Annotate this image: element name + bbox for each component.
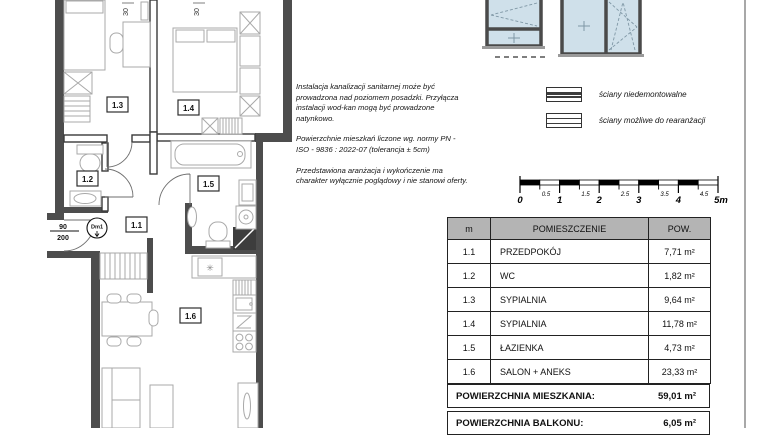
bathtub-icon <box>171 141 251 168</box>
total-value: 6,05 m² <box>663 417 696 429</box>
row-name: WC <box>491 264 649 288</box>
svg-text:1: 1 <box>556 195 563 206</box>
kitchen-sink-icon <box>233 295 256 313</box>
legend-label: ściany możliwe do rearanżacji <box>599 116 706 125</box>
window-diagrams <box>470 0 650 64</box>
scale-bar <box>513 172 735 208</box>
row-no: 1.5 <box>448 336 491 360</box>
header-room: POMIESZCZENIE <box>491 218 649 240</box>
kitchen-counter-icon <box>192 256 256 278</box>
coffee-table-icon <box>150 385 173 428</box>
dishwasher-icon: ✳ <box>206 263 214 273</box>
table-header-row <box>448 218 711 240</box>
room-label-1-4 <box>178 100 199 115</box>
svg-text:1.2: 1.2 <box>81 175 94 184</box>
toilet-icon <box>77 145 103 172</box>
wardrobe-icon <box>240 12 260 116</box>
note-sanitary: Instalacja kanalizacji sanitarnej może być prowadzona nad poziomem posadzki. Przyłącza instalacji wod-kan mogą być prowadzone natynkowo. <box>296 82 459 123</box>
movable-wall-icon <box>546 113 582 128</box>
sofa-icon <box>102 368 140 428</box>
svg-text:4: 4 <box>675 195 682 206</box>
svg-text:4.5: 4.5 <box>699 192 709 198</box>
row-name: SYPIALNIA <box>491 312 649 336</box>
table-row <box>448 360 711 384</box>
row-name: PRZEDPOKÓJ <box>491 240 649 264</box>
area-table <box>447 217 710 435</box>
room-label-1-5 <box>198 176 219 191</box>
row-no: 1.3 <box>448 288 491 312</box>
row-name: SALON + ANEKS <box>491 360 649 384</box>
row-area: 9,64 m² <box>649 288 711 312</box>
table-row <box>448 264 711 288</box>
total-apartment-area <box>447 384 710 408</box>
shelf-icon <box>141 2 148 20</box>
row-area: 7,71 m² <box>649 240 711 264</box>
svg-text:1.6: 1.6 <box>184 312 197 321</box>
room-label-1-2 <box>77 171 98 186</box>
fridge-icon <box>233 313 256 331</box>
chair-icon <box>110 33 123 53</box>
wardrobe-icon <box>64 72 92 94</box>
bedroom-1-4-furniture <box>173 12 260 134</box>
svg-text:5m: 5m <box>714 195 728 206</box>
header-area: POW. <box>649 218 711 240</box>
svg-text:2: 2 <box>596 195 602 206</box>
row-area: 1,82 m² <box>649 264 711 288</box>
room-label-1-6 <box>180 308 201 323</box>
hallway-furniture <box>100 253 147 279</box>
row-no: 1.2 <box>448 264 491 288</box>
legend-item-fixed-walls <box>546 87 705 102</box>
row-name: SYPIALNIA <box>491 288 649 312</box>
sink-icon <box>70 191 101 206</box>
svg-text:1.4: 1.4 <box>182 104 195 113</box>
stove-icon <box>233 331 256 352</box>
svg-text:200: 200 <box>57 235 69 242</box>
living-room-furniture <box>102 256 258 428</box>
svg-text:0.5: 0.5 <box>541 192 551 198</box>
row-no: 1.1 <box>448 240 491 264</box>
table-row <box>448 288 711 312</box>
window-sill-labels <box>122 3 205 16</box>
desk-icon <box>123 22 150 67</box>
svg-text:3.5: 3.5 <box>660 192 669 198</box>
tv-cabinet-icon <box>238 383 258 428</box>
toilet-icon <box>206 222 230 248</box>
dresser-icon <box>64 96 90 122</box>
table-row <box>448 336 711 360</box>
balcony-window-icon <box>558 0 644 57</box>
legend-label: ściany niedemontowalne <box>599 90 687 99</box>
svg-text:3: 3 <box>636 195 642 206</box>
svg-text:30: 30 <box>123 8 130 16</box>
page-border <box>744 0 746 428</box>
floor-plan <box>0 0 300 428</box>
notes-block <box>296 82 468 197</box>
entrance-door-label <box>50 218 107 242</box>
svg-text:1.5: 1.5 <box>202 180 215 189</box>
legend-item-movable-walls <box>546 113 705 128</box>
mirror-icon <box>188 207 197 227</box>
row-area: 4,73 m² <box>649 336 711 360</box>
header-no: m <box>448 218 491 240</box>
table-row <box>448 240 711 264</box>
room-label-1-3 <box>107 97 128 112</box>
row-name: ŁAZIENKA <box>491 336 649 360</box>
svg-text:Dm1: Dm1 <box>90 224 104 231</box>
row-area: 11,78 m² <box>649 312 711 336</box>
total-label: POWIERZCHNIA MIESZKANIA: <box>456 390 595 402</box>
total-label: POWIERZCHNIA BALKONU: <box>456 417 584 429</box>
room-label-1-1 <box>126 217 147 232</box>
note-norm: Powierzchnie mieszkań liczone wg. normy PN - ISO - 9836 : 2022-07 (tolerancja ± 5cm) <box>296 134 456 154</box>
svg-text:30: 30 <box>194 8 201 16</box>
washing-machine-icon <box>236 206 256 229</box>
fixed-wall-icon <box>546 87 582 102</box>
row-area: 23,33 m² <box>649 360 711 384</box>
row-no: 1.6 <box>448 360 491 384</box>
total-value: 59,01 m² <box>657 390 696 402</box>
table-row <box>448 312 711 336</box>
vent-hatch-icon <box>233 280 256 295</box>
row-no: 1.4 <box>448 312 491 336</box>
sink-icon <box>239 180 256 205</box>
svg-text:1.5: 1.5 <box>581 192 590 198</box>
dining-table-icon <box>102 294 158 346</box>
svg-text:1.1: 1.1 <box>130 221 143 230</box>
total-balcony-area <box>447 411 710 435</box>
svg-text:0: 0 <box>517 195 523 206</box>
note-arrangement: Przedstawiona aranżacja i wykończenie ma charakter wyłącznie poglądowy i nie stanowi oferty. <box>296 165 468 186</box>
svg-text:90: 90 <box>59 224 67 231</box>
wall-legend <box>546 87 705 139</box>
closet-icon <box>202 118 242 134</box>
rooms-table <box>447 217 711 384</box>
installation-shaft <box>233 227 256 250</box>
svg-text:2.5: 2.5 <box>620 192 630 198</box>
small-window-icon <box>482 0 545 57</box>
double-bed-icon <box>173 28 237 92</box>
svg-text:1.3: 1.3 <box>111 101 124 110</box>
hall-wardrobe-icon <box>100 253 147 279</box>
